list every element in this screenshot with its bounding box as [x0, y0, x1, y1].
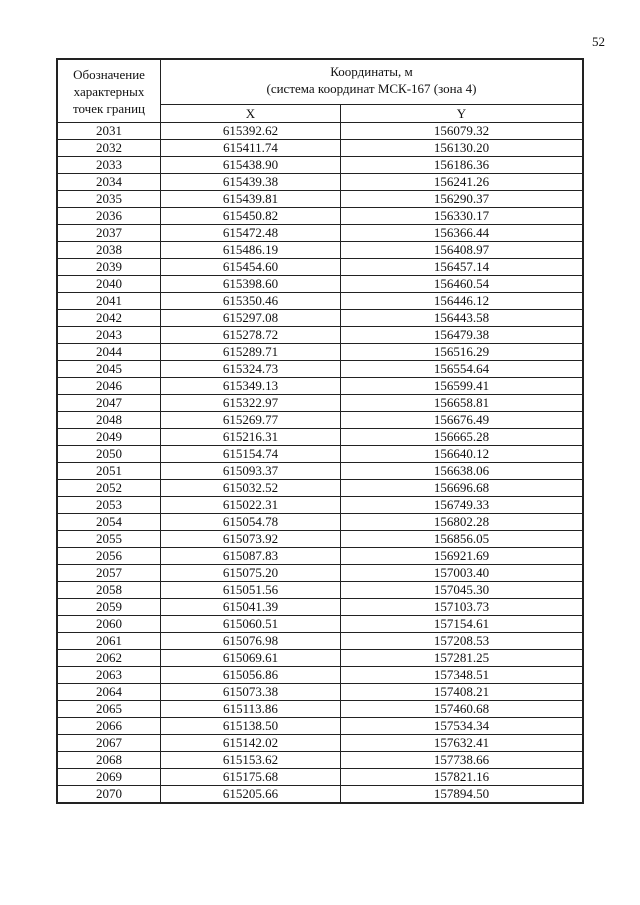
table-row — [57, 140, 583, 157]
point-id-cell: 2067 — [57, 735, 161, 752]
point-id-cell: 2055 — [57, 531, 161, 548]
y-coord-cell: 156599.41 — [341, 378, 584, 395]
table-row — [57, 361, 583, 378]
x-coord-cell: 615073.92 — [161, 531, 341, 548]
table-row — [57, 276, 583, 293]
y-coord-cell: 157821.16 — [341, 769, 584, 786]
y-coord-cell: 156443.58 — [341, 310, 584, 327]
y-coord-cell: 156079.32 — [341, 123, 584, 140]
table-row — [57, 463, 583, 480]
point-id-cell: 2070 — [57, 786, 161, 804]
y-coord-cell: 156856.05 — [341, 531, 584, 548]
x-coord-cell: 615073.38 — [161, 684, 341, 701]
y-coord-cell: 156802.28 — [341, 514, 584, 531]
table-row — [57, 616, 583, 633]
col-header-line: характерных — [73, 83, 145, 99]
point-id-cell: 2044 — [57, 344, 161, 361]
y-coord-cell: 156554.64 — [341, 361, 584, 378]
point-id-cell: 2035 — [57, 191, 161, 208]
col-header-x: X — [161, 105, 341, 123]
x-coord-cell: 615051.56 — [161, 582, 341, 599]
coord-system: (система координат МСК-167 (зона 4) — [266, 81, 477, 96]
y-coord-cell: 156446.12 — [341, 293, 584, 310]
x-coord-cell: 615054.78 — [161, 514, 341, 531]
y-coord-cell: 156516.29 — [341, 344, 584, 361]
point-id-cell: 2043 — [57, 327, 161, 344]
x-coord-cell: 615113.86 — [161, 701, 341, 718]
table-row — [57, 752, 583, 769]
point-id-cell: 2039 — [57, 259, 161, 276]
y-coord-cell: 156749.33 — [341, 497, 584, 514]
point-id-cell: 2050 — [57, 446, 161, 463]
table-row — [57, 123, 583, 140]
point-id-cell: 2045 — [57, 361, 161, 378]
y-coord-cell: 157154.61 — [341, 616, 584, 633]
x-coord-cell: 615297.08 — [161, 310, 341, 327]
y-coord-cell: 156676.49 — [341, 412, 584, 429]
point-id-cell: 2033 — [57, 157, 161, 174]
table-row — [57, 327, 583, 344]
x-coord-cell: 615322.97 — [161, 395, 341, 412]
table-row — [57, 582, 583, 599]
y-coord-cell: 157408.21 — [341, 684, 584, 701]
x-coord-cell: 615175.68 — [161, 769, 341, 786]
x-coord-cell: 615289.71 — [161, 344, 341, 361]
x-coord-cell: 615032.52 — [161, 480, 341, 497]
table-row — [57, 446, 583, 463]
col-header-y: Y — [341, 105, 584, 123]
y-coord-cell: 156408.97 — [341, 242, 584, 259]
table-row — [57, 191, 583, 208]
point-id-cell: 2048 — [57, 412, 161, 429]
table-row — [57, 769, 583, 786]
point-id-cell: 2057 — [57, 565, 161, 582]
table-row — [57, 344, 583, 361]
table-row — [57, 429, 583, 446]
point-id-cell: 2069 — [57, 769, 161, 786]
table-row — [57, 633, 583, 650]
point-id-cell: 2053 — [57, 497, 161, 514]
point-id-cell: 2034 — [57, 174, 161, 191]
x-coord-cell: 615392.62 — [161, 123, 341, 140]
x-coord-cell: 615154.74 — [161, 446, 341, 463]
x-coord-cell: 615439.38 — [161, 174, 341, 191]
table-row — [57, 157, 583, 174]
table-row — [57, 497, 583, 514]
y-coord-cell: 157003.40 — [341, 565, 584, 582]
point-id-cell: 2031 — [57, 123, 161, 140]
col-header-coordinates — [161, 59, 584, 105]
point-id-cell: 2061 — [57, 633, 161, 650]
point-id-cell: 2051 — [57, 463, 161, 480]
y-coord-cell: 156241.26 — [341, 174, 584, 191]
table-row — [57, 242, 583, 259]
y-coord-cell: 157103.73 — [341, 599, 584, 616]
y-coord-cell: 156638.06 — [341, 463, 584, 480]
y-coord-cell: 157632.41 — [341, 735, 584, 752]
point-id-cell: 2068 — [57, 752, 161, 769]
y-coord-cell: 156479.38 — [341, 327, 584, 344]
x-coord-cell: 615398.60 — [161, 276, 341, 293]
x-coord-cell: 615350.46 — [161, 293, 341, 310]
table-row — [57, 531, 583, 548]
x-coord-cell: 615093.37 — [161, 463, 341, 480]
point-id-cell: 2032 — [57, 140, 161, 157]
y-coord-cell: 157348.51 — [341, 667, 584, 684]
table-body — [57, 123, 583, 804]
table-row — [57, 259, 583, 276]
col-header-point-id — [57, 59, 161, 123]
table-row — [57, 514, 583, 531]
table-row — [57, 480, 583, 497]
table-row — [57, 599, 583, 616]
point-id-cell: 2056 — [57, 548, 161, 565]
table-row — [57, 667, 583, 684]
point-id-cell: 2038 — [57, 242, 161, 259]
x-coord-cell: 615153.62 — [161, 752, 341, 769]
point-id-cell: 2065 — [57, 701, 161, 718]
y-coord-cell: 157738.66 — [341, 752, 584, 769]
point-id-cell: 2049 — [57, 429, 161, 446]
coord-title: Координаты, м — [330, 64, 413, 79]
y-coord-cell: 157894.50 — [341, 786, 584, 804]
table-row — [57, 718, 583, 735]
point-id-cell: 2058 — [57, 582, 161, 599]
point-id-cell: 2054 — [57, 514, 161, 531]
y-coord-cell: 157045.30 — [341, 582, 584, 599]
table-row — [57, 701, 583, 718]
y-coord-cell: 157281.25 — [341, 650, 584, 667]
point-id-cell: 2042 — [57, 310, 161, 327]
col-header-line: точек границ — [72, 100, 146, 116]
point-id-cell: 2036 — [57, 208, 161, 225]
point-id-cell: 2066 — [57, 718, 161, 735]
table-row — [57, 293, 583, 310]
table-row — [57, 548, 583, 565]
point-id-cell: 2060 — [57, 616, 161, 633]
table-row — [57, 684, 583, 701]
y-coord-cell: 157534.34 — [341, 718, 584, 735]
x-coord-cell: 615450.82 — [161, 208, 341, 225]
x-coord-cell: 615269.77 — [161, 412, 341, 429]
x-coord-cell: 615439.81 — [161, 191, 341, 208]
coordinates-table — [56, 58, 584, 804]
point-id-cell: 2037 — [57, 225, 161, 242]
point-id-cell: 2046 — [57, 378, 161, 395]
y-coord-cell: 156696.68 — [341, 480, 584, 497]
table-row — [57, 412, 583, 429]
table-row — [57, 208, 583, 225]
point-id-cell: 2062 — [57, 650, 161, 667]
table-row — [57, 225, 583, 242]
table-row — [57, 650, 583, 667]
x-coord-cell: 615060.51 — [161, 616, 341, 633]
point-id-cell: 2059 — [57, 599, 161, 616]
point-id-cell: 2041 — [57, 293, 161, 310]
table-row — [57, 174, 583, 191]
y-coord-cell: 157460.68 — [341, 701, 584, 718]
y-coord-cell: 157208.53 — [341, 633, 584, 650]
point-id-cell: 2063 — [57, 667, 161, 684]
table-row — [57, 395, 583, 412]
y-coord-cell: 156457.14 — [341, 259, 584, 276]
y-coord-cell: 156186.36 — [341, 157, 584, 174]
y-coord-cell: 156658.81 — [341, 395, 584, 412]
x-coord-cell: 615041.39 — [161, 599, 341, 616]
x-coord-cell: 615205.66 — [161, 786, 341, 804]
x-coord-cell: 615324.73 — [161, 361, 341, 378]
y-coord-cell: 156290.37 — [341, 191, 584, 208]
point-id-cell: 2064 — [57, 684, 161, 701]
y-coord-cell: 156366.44 — [341, 225, 584, 242]
x-coord-cell: 615138.50 — [161, 718, 341, 735]
x-coord-cell: 615142.02 — [161, 735, 341, 752]
x-coord-cell: 615087.83 — [161, 548, 341, 565]
point-id-cell: 2040 — [57, 276, 161, 293]
x-coord-cell: 615278.72 — [161, 327, 341, 344]
x-coord-cell: 615486.19 — [161, 242, 341, 259]
y-coord-cell: 156665.28 — [341, 429, 584, 446]
table-row — [57, 378, 583, 395]
y-coord-cell: 156330.17 — [341, 208, 584, 225]
page-number: 52 — [592, 34, 605, 49]
x-coord-cell: 615075.20 — [161, 565, 341, 582]
x-coord-cell: 615216.31 — [161, 429, 341, 446]
point-id-cell: 2047 — [57, 395, 161, 412]
x-coord-cell: 615438.90 — [161, 157, 341, 174]
x-coord-cell: 615022.31 — [161, 497, 341, 514]
x-coord-cell: 615056.86 — [161, 667, 341, 684]
x-coord-cell: 615069.61 — [161, 650, 341, 667]
x-coord-cell: 615411.74 — [161, 140, 341, 157]
x-coord-cell: 615076.98 — [161, 633, 341, 650]
table-row — [57, 310, 583, 327]
x-coord-cell: 615472.48 — [161, 225, 341, 242]
y-coord-cell: 156130.20 — [341, 140, 584, 157]
y-coord-cell: 156640.12 — [341, 446, 584, 463]
table-row — [57, 735, 583, 752]
x-coord-cell: 615454.60 — [161, 259, 341, 276]
col-header-line: Обозначение — [73, 66, 145, 82]
table-row — [57, 565, 583, 582]
y-coord-cell: 156460.54 — [341, 276, 584, 293]
x-coord-cell: 615349.13 — [161, 378, 341, 395]
table-row — [57, 786, 583, 804]
y-coord-cell: 156921.69 — [341, 548, 584, 565]
point-id-cell: 2052 — [57, 480, 161, 497]
